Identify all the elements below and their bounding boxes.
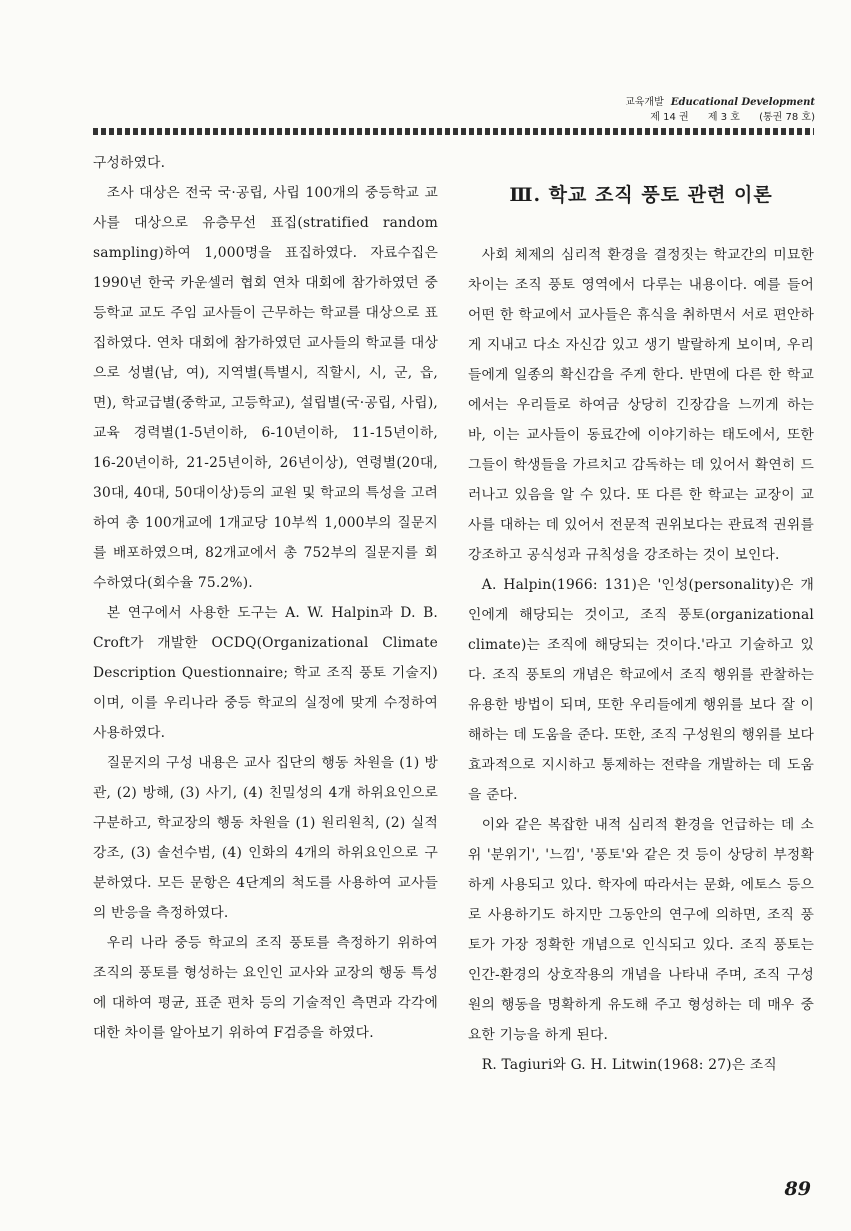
paragraph-halpin: A. Halpin(1966: 131)은 '인성(personality)은 개인에게 해당되는 것이고, 조직 풍토(organizational climate)는 조직에 해당되는 것이다.'라고 기술하고 있다. 조직 풍토의 개념은 학교에서 조직 행위를 관찰하는 유용한 방법이 되며, 또한 우리들에게 행위를 보다 잘 이해하는 데 도움을 준다. 또한, 조직 구성원의 행위를 보다 효과적으로 지시하고 통제하는 전략을 개발하는 데 도움을 준다.: [468, 577, 814, 803]
paragraph-tagiuri: R. Tagiuri와 G. H. Litwin(1968: 27)은 조직: [481, 1057, 777, 1073]
journal-title: [555, 95, 815, 110]
total-issue-label: (통권 78 호): [759, 112, 815, 123]
volume-label: 제 14 권: [650, 112, 689, 123]
page-number: 89: [784, 1178, 811, 1200]
paragraph-analysis: 우리 나라 중등 학교의 조직 풍토를 측정하기 위하여 조직의 풍토를 형성하는 요인인 교사와 교장의 행동 특성에 대하여 평균, 표준 편차 등의 기술적인 측면과 각각에 대한 차이를 알아보기 위하여 F검증을 하였다.: [93, 935, 438, 1041]
journal-title-en: Educational Development: [670, 97, 815, 108]
paragraph-terminology: 이와 같은 복잡한 내적 심리적 환경을 언급하는 데 소위 '분위기', '느낌', '풍토'와 같은 것 등이 상당히 부정확하게 사용되고 있다. 학자에 따라서는 문화, 에토스 등으로 사용하기도 하지만 그동안의 연구에 의하면, 조직 풍토가 가장 정확한 개념으로 인식되고 있다. 조직 풍토는 인간-환경의 상호작용의 개념을 나타내 주며, 조직 구성원의 행동을 명확하게 유도해 주고 형성하는 데 매우 중요한 기능을 하게 된다.: [468, 817, 814, 1043]
paragraph-school-climate: 사회 체제의 심리적 환경을 결정짓는 학교간의 미묘한 차이는 조직 풍토 영역에서 다루는 내용이다. 예를 들어 어떤 한 학교에서 교사들은 휴식을 취하면서 서로 편안하게 지내고 다소 자신감 있고 생기 발랄하게 보이며, 우리들에게 일종의 확신감을 주게 한다. 반면에 다른 한 학교에서는 우리들로 하여금 상당히 긴장감을 느끼게 하는 바, 이는 교사들이 동료간에 이야기하는 태도에서, 또한 그들이 학생들을 가르치고 감독하는 데 있어서 확연히 드러나고 있음을 알 수 있다. 또 다른 한 학교는 교장이 교사를 대하는 데 있어서 전문적 권위보다는 관료적 권위를 강조하고 공식성과 규칙성을 강조하는 것이 보인다.: [468, 247, 814, 563]
issue-label: 제 3 호: [707, 112, 740, 123]
paragraph-questionnaire: 질문지의 구성 내용은 교사 집단의 행동 차원을 (1) 방관, (2) 방해, (3) 사기, (4) 친밀성의 4개 하위요인으로 구분하고, 학교장의 행동 차원을 (1) 원리원칙, (2) 실적 강조, (3) 솔선수범, (4) 인화의 4개의 하위요인으로 구분하였다. 모든 문항은 4단계의 척도를 사용하여 교사들의 반응을 측정하였다.: [93, 755, 438, 921]
running-header: [555, 95, 815, 125]
issue-info: [555, 110, 815, 125]
journal-title-ko: 교육개발: [625, 97, 664, 108]
paragraph-sampling: 조사 대상은 전국 국·공립, 사립 100개의 중등학교 교사를 대상으로 유층무선 표집(stratified random sampling)하여 1,000명을 표집하였다. 자료수집은 1990년 한국 카운셀러 협회 연차 대회에 참가하였던 중등학교 교도 주임 교사들이 근무하는 학교를 대상으로 표집하였다. 연차 대회에 참가하였던 교사들의 학교를 대상으로 성별(남, 여), 지역별(특별시, 직할시, 시, 군, 읍, 면), 학교급별(중학교, 고등학교), 설립별(국·공립, 사립), 교육 경력별(1-5년이하, 6-10년이하, 11-15년이하, 16-20년이하, 21-25년이하, 26년이상), 연령별(20대, 30대, 40대, 50대이상)등의 교원 및 학교의 특성을 고려하여 총 100개교에 1개교당 10부씩 1,000부의 질문지를 배포하였으며, 82개교에서 총 752부의 질문지를 회수하였다(회수율 75.2%).: [93, 185, 438, 591]
right-column: [468, 148, 814, 1080]
paragraph-instrument: 본 연구에서 사용한 도구는 A. W. Halpin과 D. B. Croft가 개발한 OCDQ(Organizational Climate Description Questionnaire; 학교 조직 풍토 기술지)이며, 이를 우리나라 중등 학교의 실정에 맞게 수정하여 사용하였다.: [93, 605, 438, 741]
header-dotted-rule: [93, 128, 814, 135]
section-title: Ⅲ. 학교 조직 풍토 관련 이론: [509, 184, 773, 206]
left-column: [93, 148, 438, 1048]
paragraph-continuation: 구성하였다.: [93, 155, 166, 171]
